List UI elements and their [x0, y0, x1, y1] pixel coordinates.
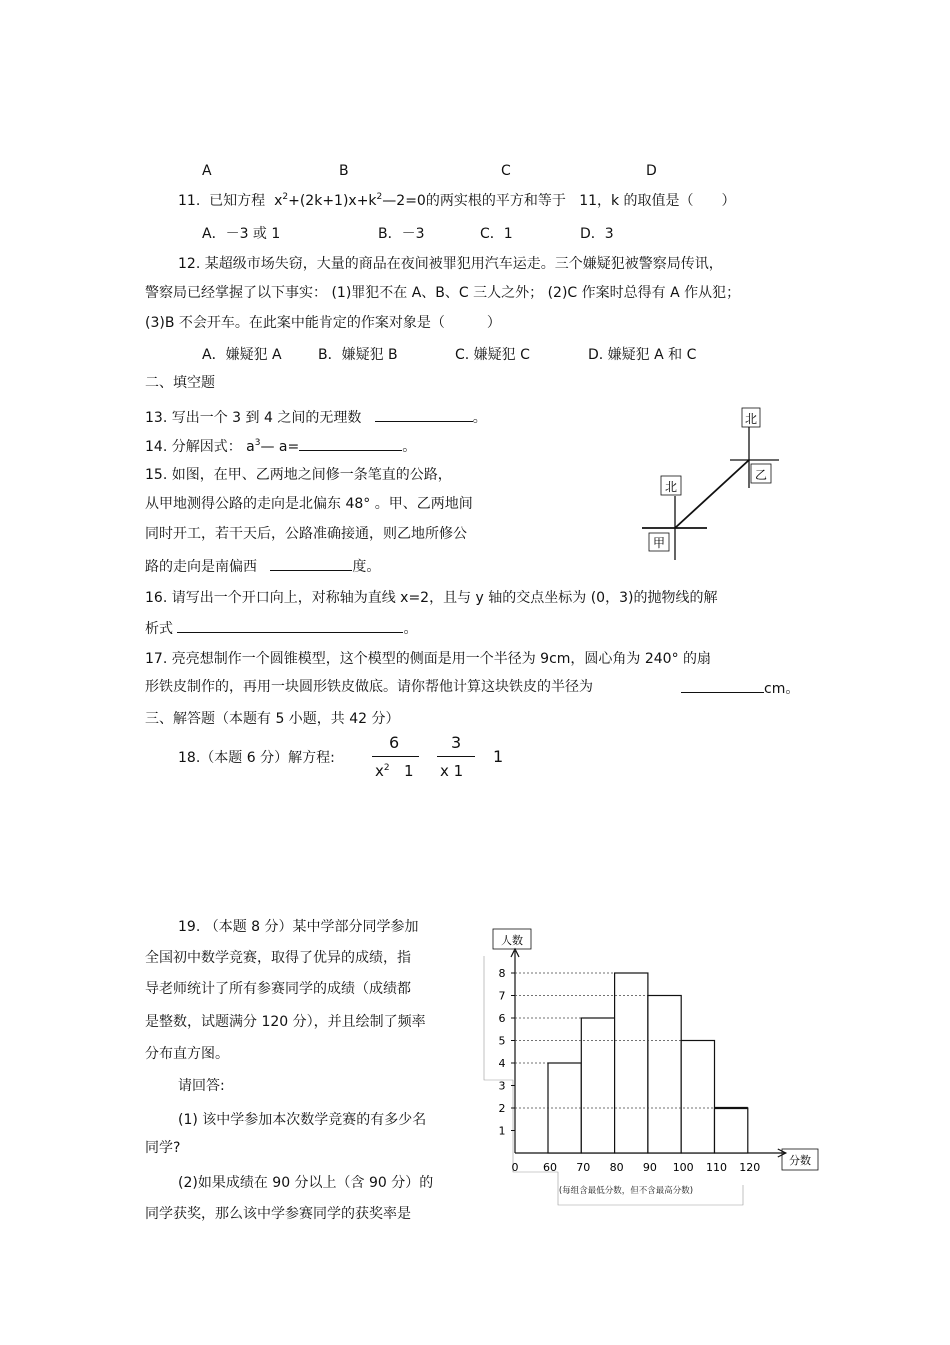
q12-option-b: B．嫌疑犯 B — [318, 347, 398, 363]
q12-line1: 12. 某超级市场失窃，大量的商品在夜间被罪犯用汽车运走。三个嫌疑犯被警察局传讯， — [178, 256, 723, 272]
q14-answer-blank[interactable] — [299, 436, 402, 451]
x-tick-label: 120 — [739, 1161, 761, 1174]
x-origin-label: 0 — [511, 1161, 519, 1174]
q19-line9: (2)如果成绩在 90 分以上（含 90 分）的 — [178, 1175, 434, 1191]
y-tick-label: 5 — [498, 1034, 506, 1048]
q18-frac2-bar — [437, 756, 475, 757]
q17-answer: cm。 — [681, 678, 799, 698]
y-tick-label: 6 — [498, 1012, 506, 1025]
q11-option-a: A．－3 或 1 — [202, 226, 281, 242]
y-tick-label: 3 — [498, 1079, 506, 1093]
q19-line8: 同学? — [145, 1140, 181, 1156]
q11-option-c: C．1 — [480, 226, 513, 242]
q19-line6: 请回答: — [178, 1078, 225, 1094]
road-line — [675, 460, 749, 528]
q12-line2: 警察局已经掌握了以下事实： (1)罪犯不在 A、B、C 三人之外； (2)C 作案时总得有 A 作从犯； — [145, 285, 741, 301]
y-tick-label: 4 — [498, 1057, 506, 1070]
y-tick-label: 8 — [498, 967, 506, 980]
x-axis-label: 分数 — [789, 1154, 811, 1167]
q16-line1: 16. 请写出一个开口向上，对称轴为直线 x=2，且与 y 轴的交点坐标为 (0，3)的抛物线的解 — [145, 590, 718, 606]
q14: 14. 分解因式： $a^3—$ a= 。 — [145, 438, 417, 455]
q18-frac1-numerator: 6 — [389, 733, 400, 752]
score-histogram — [480, 920, 825, 1215]
q11-option-d: D．3 — [580, 226, 614, 242]
option-b-label: B — [339, 163, 349, 179]
north-label-left: 北 — [664, 480, 678, 494]
q15-line2: 从甲地测得公路的走向是北偏东 48° 。甲、乙两地间 — [145, 496, 473, 512]
q17-line2: 形铁皮制作的，再用一块圆形铁皮做底。请你帮他计算这块铁皮的半径为 — [145, 679, 593, 695]
x-tick-label: 90 — [642, 1161, 657, 1174]
y-tick-label: 7 — [498, 989, 506, 1003]
yi-label: 乙 — [754, 468, 768, 482]
y-axis-label: 人数 — [501, 934, 523, 947]
q13-answer-blank[interactable] — [375, 407, 473, 422]
q12-line3: (3)B 不会开车。在此案中能肯定的作案对象是（ ） — [145, 315, 501, 331]
option-c-label: C — [501, 163, 511, 179]
section-fill-blank-heading: 二、填空题 — [145, 375, 215, 391]
q19-line3: 导老师统计了所有参赛同学的成绩（成绩都 — [145, 981, 411, 997]
histogram-bar — [681, 1041, 714, 1154]
q12-option-a: A．嫌疑犯 A — [202, 347, 282, 363]
option-d-label: D — [646, 163, 657, 179]
jia-label: 甲 — [652, 536, 666, 550]
q19-line10: 同学获奖，那么该中学参赛同学的获奖率是 — [145, 1206, 411, 1222]
x-tick-label: 100 — [672, 1161, 694, 1174]
q17-line1: 17. 亮亮想制作一个圆锥模型，这个模型的侧面是用一个半径为 9cm，圆心角为 240° 的扇 — [145, 651, 712, 667]
q17-answer-blank[interactable] — [681, 678, 764, 693]
x-tick-label: 110 — [706, 1161, 727, 1174]
x-tick-label: 70 — [576, 1161, 591, 1174]
histogram-bar — [648, 996, 681, 1154]
compass-figure — [630, 400, 800, 570]
q12-option-d: D. 嫌疑犯 A 和 C — [588, 347, 697, 363]
x-tick-label: 60 — [543, 1161, 557, 1174]
north-label-top: 北 — [744, 412, 758, 426]
q12-option-c: C. 嫌疑犯 C — [455, 347, 530, 363]
q18-frac1-bar — [372, 756, 419, 757]
y-tick-label: 2 — [498, 1102, 506, 1115]
q11-option-b: B．－3 — [378, 226, 425, 242]
q18-rhs: 1 — [493, 747, 504, 766]
q16-line2: 析式 。 — [145, 618, 417, 638]
section-solve-heading: 三、解答题（本题有 5 小题，共 42 分） — [145, 711, 400, 727]
q18-frac2-numerator: 3 — [451, 733, 462, 752]
x-tick-label: 80 — [609, 1161, 624, 1174]
chart-note: (每组含最低分数，但不含最高分数) — [558, 1186, 694, 1196]
q15-line3: 同时开工，若干天后，公路准确接通，则乙地所修公 — [145, 526, 467, 542]
q18-frac2-denominator: x 1 — [440, 762, 464, 780]
q15-answer-blank[interactable] — [270, 556, 352, 571]
option-a-label: A — [202, 163, 212, 179]
histogram-bar — [615, 973, 648, 1153]
q15-line1: 15. 如图，在甲、乙两地之间修一条笔直的公路， — [145, 467, 452, 483]
q16-answer-blank[interactable] — [177, 618, 403, 633]
q13: 13. 写出一个 3 到 4 之间的无理数 。 — [145, 407, 487, 427]
histogram-bar — [581, 1018, 614, 1153]
histogram-bar — [715, 1108, 748, 1153]
q19-line7: (1) 该中学参加本次数学竞赛的有多少名 — [178, 1112, 427, 1128]
q18-frac1-denominator: $x^2$ 1 — [375, 762, 414, 780]
q19-line5: 分布直方图。 — [145, 1046, 229, 1062]
y-tick-label: 1 — [498, 1124, 506, 1138]
q15-line4: 路的走向是南偏西 度。 — [145, 556, 380, 576]
q18-stem: 18.（本题 6 分）解方程: — [178, 750, 335, 766]
q19-line4: 是整数，试题满分 120 分），并且绘制了频率 — [145, 1014, 426, 1030]
q19-line1: 19. （本题 8 分）某中学部分同学参加 — [178, 919, 419, 935]
q11-stem: 11. 已知方程 $x^2+(2k+1)x+k^2—2=0$的两实根的平方和等于 11，k 的取值是（ ） — [178, 192, 736, 209]
q19-line2: 全国初中数学竞赛，取得了优异的成绩，指 — [145, 950, 411, 966]
